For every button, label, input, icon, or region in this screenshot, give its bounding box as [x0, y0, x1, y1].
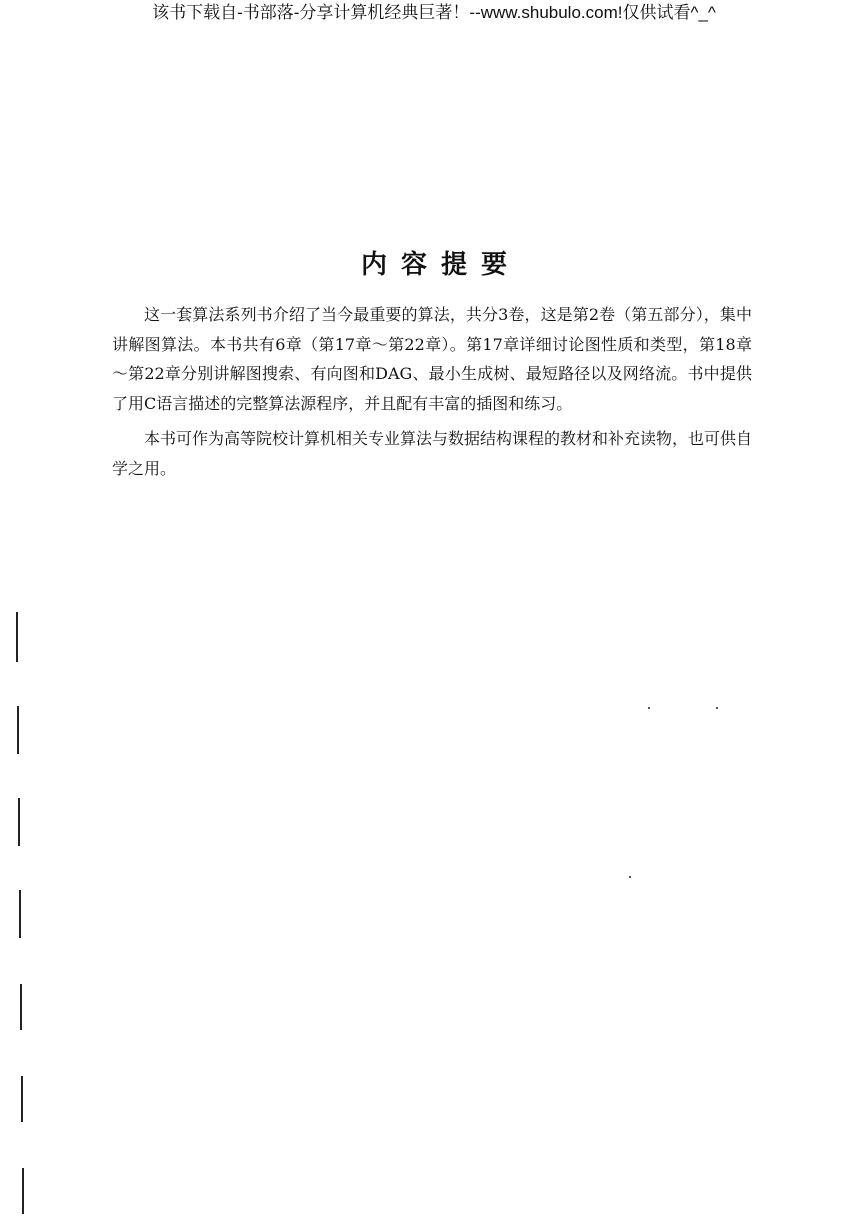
page-title: 内容提要: [360, 250, 521, 280]
summary-paragraph-1: 这一套算法系列书介绍了当今最重要的算法，共分3卷，这是第2卷（第五部分），集中讲解图算法。本书共有6章（第17章～第22章）。第17章详细讨论图性质和类型，第18章～第22章分别讲解图搜索、有向图和DAG、最小生成树、最短路径以及网络流。书中提供了用C语言描述的完整算法源程序，并且配有丰富的插图和练习。: [112, 305, 752, 413]
scan-speck: [629, 876, 631, 878]
binding-edge-mark: [22, 1168, 24, 1214]
summary-paragraph-2: 本书可作为高等院校计算机相关专业算法与数据结构课程的教材和补充读物，也可供自学之用。: [112, 429, 753, 478]
binding-edge-mark: [20, 984, 22, 1030]
scan-speck: [648, 707, 650, 709]
binding-edge-mark: [16, 612, 18, 662]
binding-edge-mark: [17, 706, 19, 754]
download-banner: 该书下载自-书部落-分享计算机经典巨著！--www.shubulo.com!仅供试看^_^: [152, 3, 716, 22]
binding-edge-mark: [18, 798, 20, 846]
binding-edge-mark: [19, 890, 21, 938]
binding-edge-mark: [21, 1076, 23, 1122]
scan-speck: [716, 707, 718, 709]
summary-body: [112, 300, 752, 489]
